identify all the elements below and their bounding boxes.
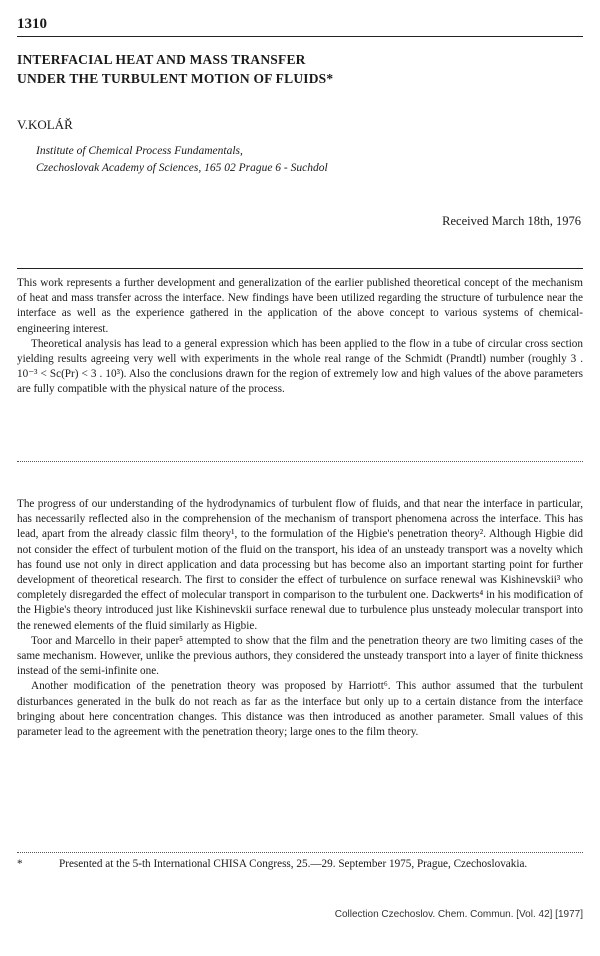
footnote-mark: * [17,858,23,870]
abstract [17,276,583,398]
abstract-bottom-rule [17,461,583,462]
affiliation-line-1: Institute of Chemical Process Fundamentals, [36,145,243,157]
title-line-2: UNDER THE TURBULENT MOTION OF FLUIDS* [17,71,334,86]
affiliation-line-2: Czechoslovak Academy of Sciences, 165 02 Prague 6 - Suchdol [36,162,328,174]
title-line-1: INTERFACIAL HEAT AND MASS TRANSFER [17,52,306,67]
article-title [17,50,583,88]
body-paragraph-2: Toor and Marcello in their paper⁵ attempted to show that the film and the penetration theory are two limiting cases of the same mechanism. However, unlike the previous authors, they considered the unsteady transport into a layer of finite thickness instead of the semi-infinite one. [17,634,583,678]
abstract-paragraph-2: Theoretical analysis has lead to a general expression which has been applied to the flow in a tube of circular cross section yielding results agreeing very well with experiments in the whole real range of the Schmidt (Prandtl) number (roughly 3 . 10⁻³ < Sc(Pr) < 3 . 10³). Also the conclusions drawn for the region of extremely low and high values of the above parameters are fully compatible with the physical nature of the process. [17,337,583,396]
author-name: V.KOLÁŘ [17,117,73,132]
footnote-rule [17,852,583,853]
author-affiliation [36,143,328,177]
abstract-top-rule [17,268,583,269]
journal-citation: Collection Czechoslov. Chem. Commun. [Vol. 42] [1977] [334,909,583,920]
footnote-text: Presented at the 5-th International CHISA Congress, 25.—29. September 1975, Prague, Czechoslovakia. [59,858,528,870]
body-text [17,497,583,740]
body-paragraph-3: Another modification of the penetration theory was proposed by Harriott⁶. This author assumed that the turbulent disturbances generated in the bulk do not reach as far as the interface but only up to a certain distance from the interface bringing about here concentration changes. This distance was then introduced as another parameter. Small values of this parameter lead to the agreement with the penetration theory; large ones to the film theory. [17,680,583,739]
abstract-paragraph-1: This work represents a further development and generalization of the earlier published theoretical concept of the mechanism of heat and mass transfer across the interface. New findings have been utilized regarding the structure of turbulence near the interface as well as the experience gathered in the application of the above concept to various systems of chemical-engineering interest. [17,277,583,335]
page-number: 1310 [17,16,47,32]
body-paragraph-1: The progress of our understanding of the hydrodynamics of turbulent flow of fluids, and that near the interface in particular, has necessarily reflected also in the comprehension of the mechanism of transport phenomena across the interface. This has lead, apart from the already classic film theory¹, to the formulation of the Higbie's penetration theory². Although Higbie did not consider the effect of turbulent motion of the fluid on the transport, his idea of an unsteady transport was a novelty which has found use not only in direct application and data processing but has become also an important starting point for further development of theoretical research. The first to consider the effect of turbulence on surface renewal was Kishinevskii³ who completely disregarded the effect of molecular transport in comparison to the turbulent one. Dackwerts⁴ in his modification of the Higbie's theory introduced just like Kishinevskii surface renewal due to turbulence plus unsteady molecular transport into the renewed elements of the fluid similarly as Higbie. [17,498,583,632]
received-date: Received March 18th, 1976 [442,214,581,228]
footnote [17,857,583,872]
header-rule [17,36,583,37]
